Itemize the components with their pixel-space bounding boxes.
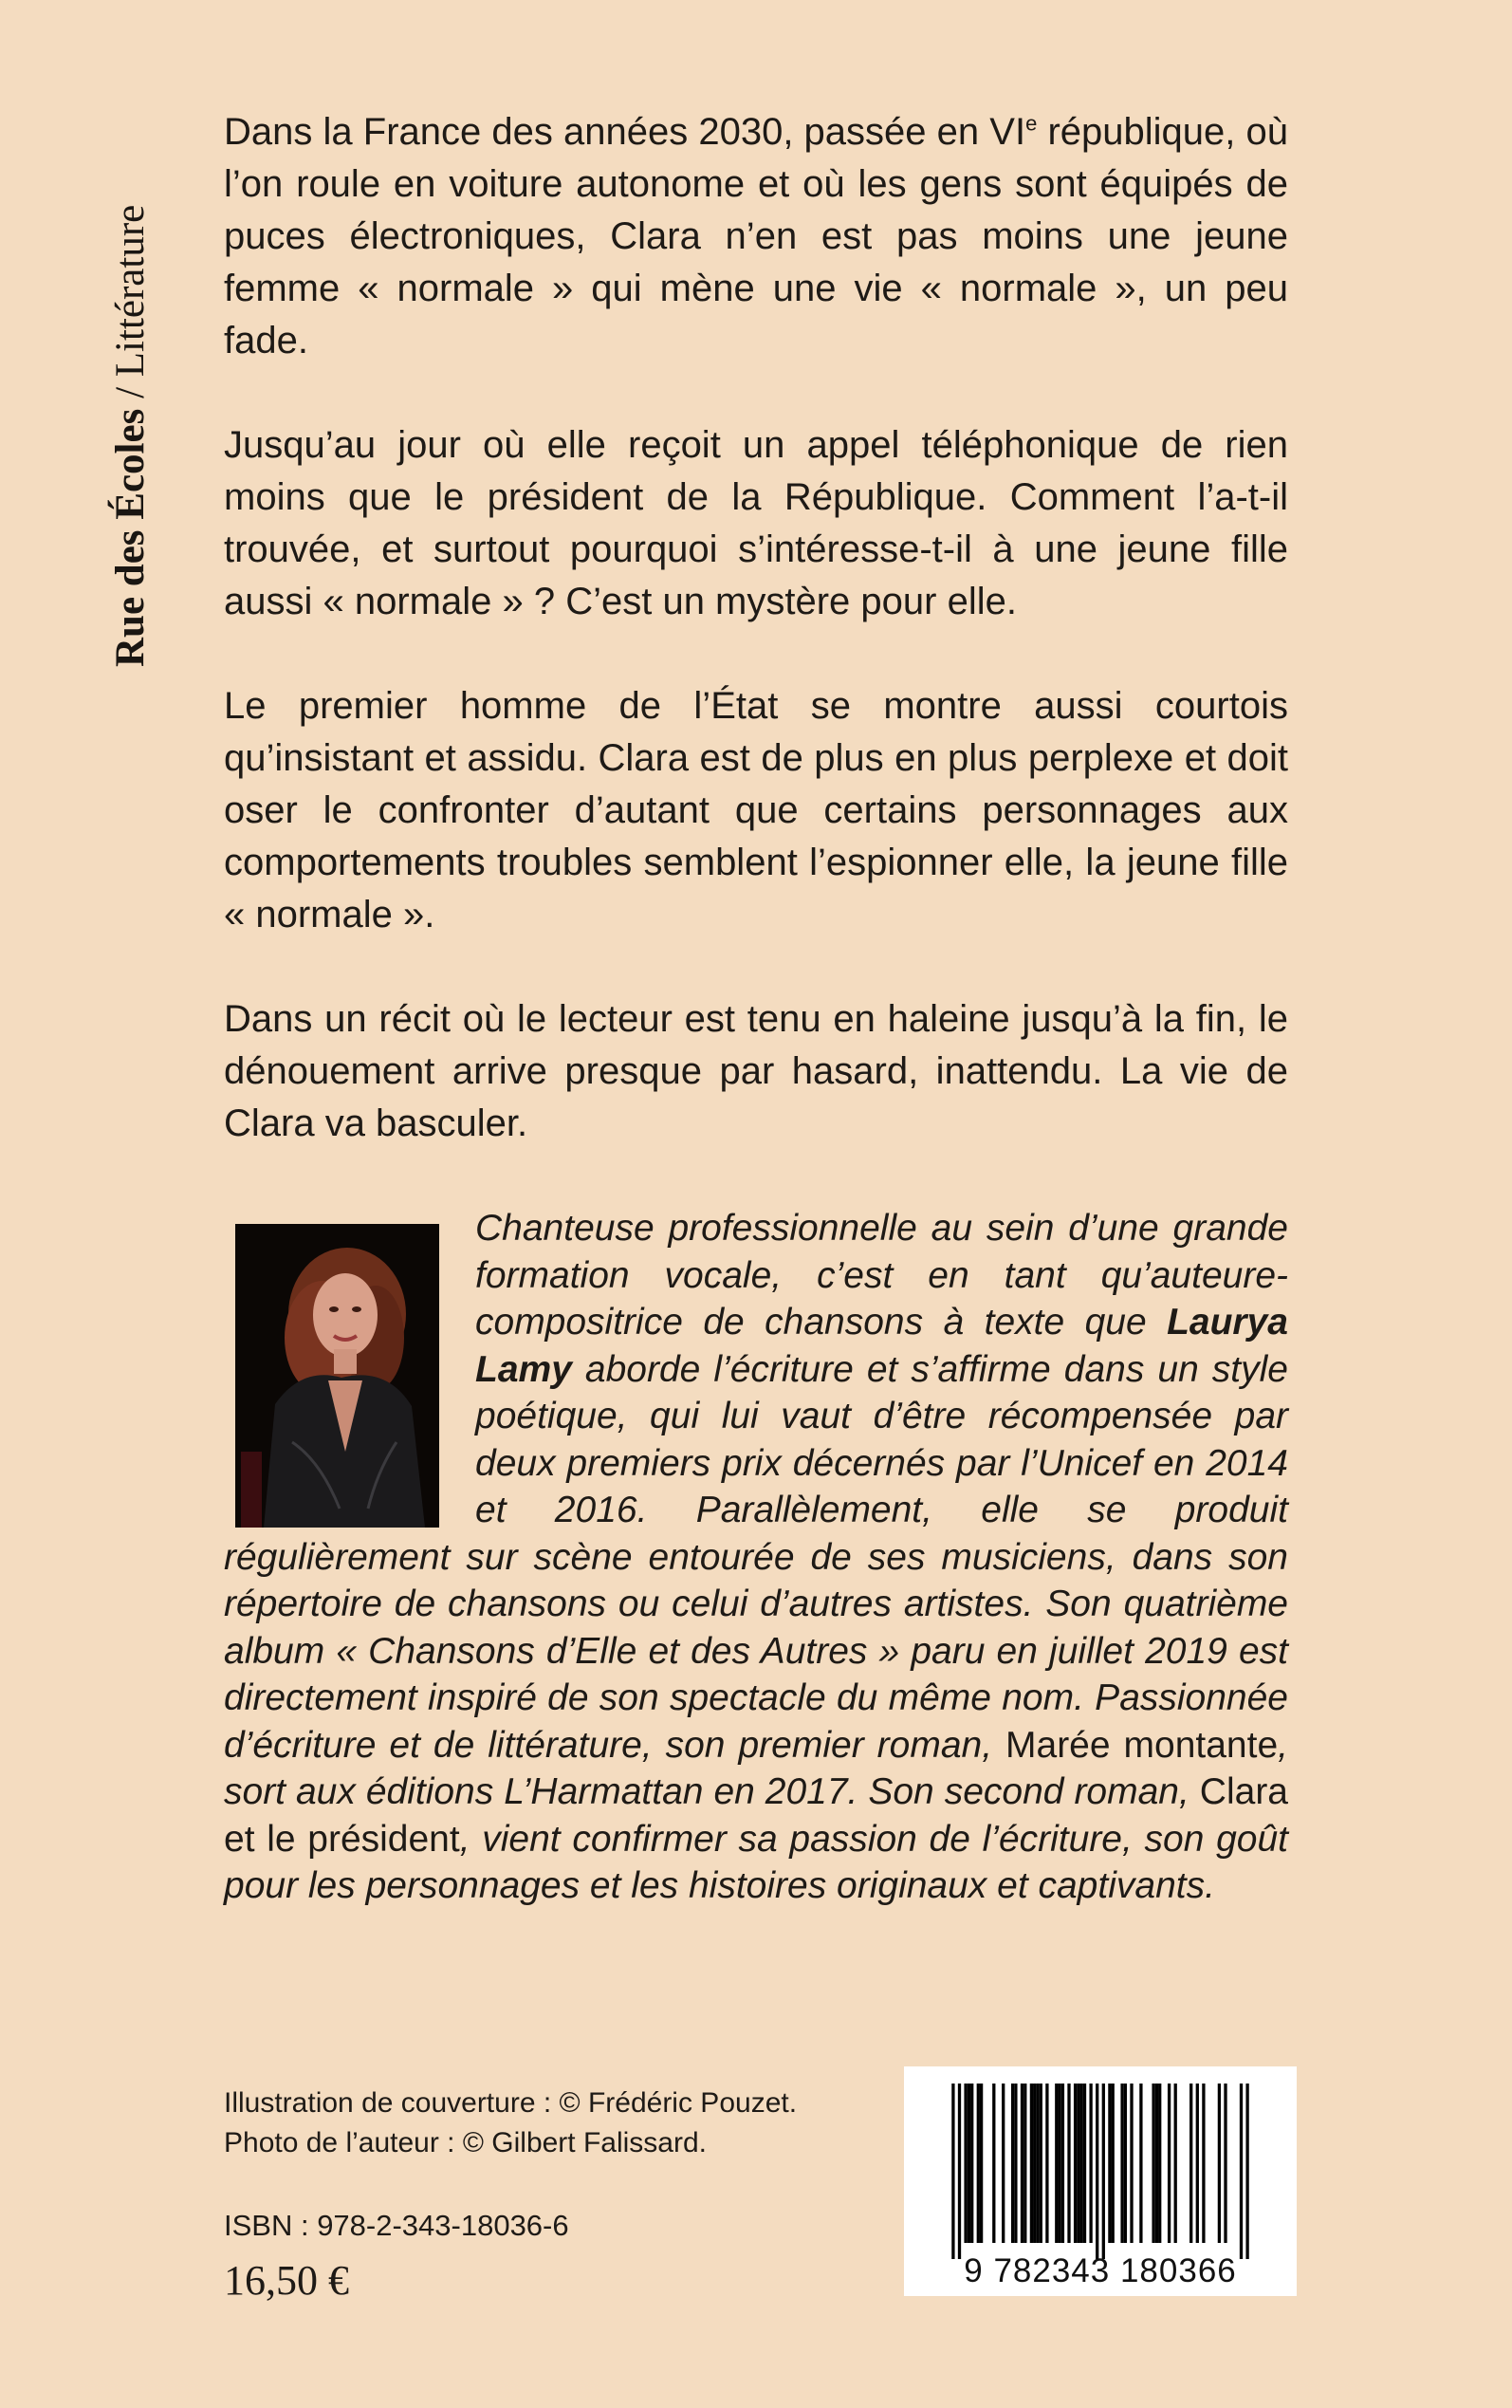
barcode-bar [1040,2084,1042,2243]
barcode-bar [1158,2084,1161,2243]
barcode-bar [1108,2084,1111,2243]
author-photo [235,1224,439,1528]
barcode-bar [1196,2084,1199,2243]
barcode-bar [1011,2084,1014,2243]
barcode-bar [992,2084,995,2243]
barcode-bar [1033,2084,1036,2243]
cover-credit: Illustration de couverture : © Frédéric Pouzet. [224,2087,798,2119]
credits [224,2084,797,2163]
barcode-bar [1168,2084,1171,2243]
barcode-bar [1023,2084,1026,2243]
barcode-bar [1124,2084,1127,2243]
barcode-bar [1067,2084,1070,2243]
isbn: ISBN : 978-2-343-18036-6 [224,2209,569,2242]
barcode-bar [977,2084,980,2243]
barcode-bar [1014,2084,1017,2243]
barcode-bar [970,2084,973,2243]
photo-credit: Photo de l’auteur : © Gilbert Falissard. [224,2127,708,2158]
barcode-bar [1120,2084,1123,2243]
barcode-bar [1096,2084,1098,2259]
author-name: Laurya Lamy [475,1302,1288,1390]
series-name: Rue des Écoles [108,408,153,667]
barcode-bar [951,2084,954,2259]
barcode-bar [1055,2084,1058,2243]
category-name: Littérature [108,204,153,378]
barcode-bar [1074,2084,1077,2243]
book-blurb [224,106,1288,1202]
book-title-1: Marée montante [1005,1724,1279,1766]
blurb-paragraph-2: Jusqu’au jour où elle reçoit un appel téléphonique de rien moins que le président de la République. Comment l’a-t-il trouvée, et surtout pourquoi s’intéresse-t-il à une jeune fille aussi « normale » ? C’est un mystère pour elle. [224,424,1288,622]
barcode-digits: 9 782343 180366 [964,2252,1237,2289]
spine-separator: / [108,377,153,409]
barcode-bar [1245,2084,1248,2259]
barcode-bar [1030,2084,1033,2243]
barcode-bar [1174,2084,1177,2243]
barcode-bar [1155,2084,1158,2243]
barcode-bar [1112,2084,1115,2243]
barcode-bar [1189,2084,1192,2243]
barcode-bar [968,2084,970,2243]
blurb-paragraph-1: Dans la France des années 2030, passée en VIe république, où l’on roule en voiture autonome et où les gens sont équipés de puces électroniques, Clara n’en est pas moins une jeune femme « normale » qui mène une vie « normale », un peu fade. [224,111,1288,361]
barcode-bar [1061,2084,1064,2243]
barcode-bar [1089,2084,1092,2243]
barcode-bar [1077,2084,1079,2243]
barcode-bars [904,2084,1297,2273]
barcode-bar [1202,2084,1205,2243]
barcode [904,2066,1297,2296]
blurb-paragraph-4: Dans un récit où le lecteur est tenu en haleine jusqu’à la fin, le dénouement arrive presque par hasard, inattendu. La vie de Clara va basculer. [224,998,1288,1144]
barcode-bar [958,2084,961,2259]
barcode-bar [1240,2084,1243,2259]
barcode-bar [1139,2084,1142,2243]
barcode-bar [1083,2084,1086,2243]
barcode-bar [1021,2084,1023,2243]
barcode-bar [1224,2084,1226,2243]
barcode-bar [1002,2084,1005,2243]
barcode-bar [1036,2084,1039,2243]
barcode-bar [1218,2084,1221,2243]
spine-label [47,112,153,667]
barcode-bar [1045,2084,1048,2243]
barcode-bar [1080,2084,1083,2243]
barcode-bar [1152,2084,1154,2243]
barcode-bar [1058,2084,1060,2243]
barcode-bar [1130,2084,1133,2243]
blurb-paragraph-3: Le premier homme de l’État se montre aussi courtois qu’insistant et assidu. Clara est de plus en plus perplexe et doit oser le confronter d’autant que certains personnages aux comportements troubles semblent l’espionner elle, la jeune fille « normale ». [224,685,1288,935]
price: 16,50 € [224,2257,349,2304]
author-bio: Chanteuse professionnelle au sein d’une grande formation vocale, c’est en tant qu’auteure-compositrice de chansons à texte que Laurya Lamy aborde l’écriture et s’affirme dans un style poétique, qui lui vaut d’être récompensée par deux premiers prix décernés par l’Unicef en 2014 et 2016. Parallèlement, elle se produit régulièrement sur scène entourée de ses musiciens, dans son répertoire de chansons ou celui d’autres artistes. Son quatrième album « Chansons d’Elle et des Autres » paru en juillet 2019 est directement inspiré de son spectacle du même nom. Passionnée d’écriture et de littérature, son premier roman, Marée montante, sort aux éditions L’Harmattan en 2017. Son second roman, Clara et le président, vient confirmer sa passion de l’écriture, son goût pour les personnages et les histoires originaux et captivants. [224,1208,1289,1906]
barcode-bar [980,2084,983,2243]
book-title-2: Clara et le président [224,1771,1288,1860]
barcode-bar [1102,2084,1105,2259]
barcode-bar [964,2084,967,2243]
